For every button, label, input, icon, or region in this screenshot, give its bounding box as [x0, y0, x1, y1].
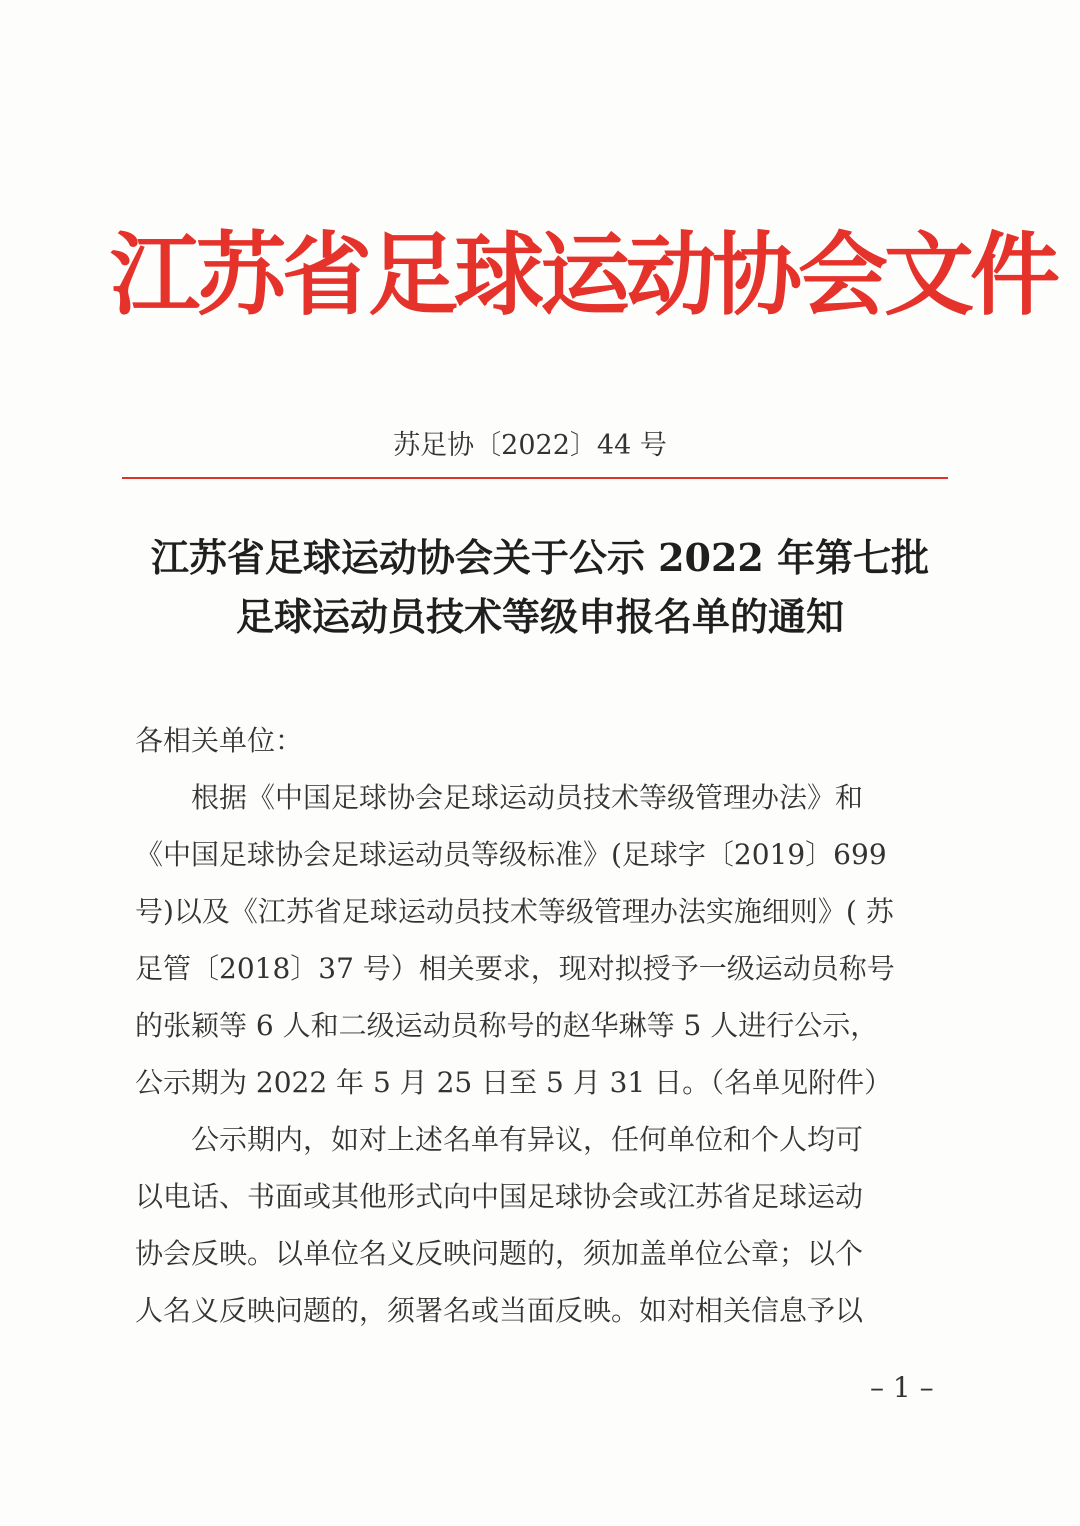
organization-title: 江苏省足球运动协会文件: [110, 222, 1056, 328]
paragraph-line: 以电话、书面或其他形式向中国足球协会或江苏省足球运动: [135, 1180, 864, 1213]
red-divider-line: [122, 477, 948, 479]
notice-body: [135, 712, 935, 1339]
paragraph-1: [135, 769, 935, 1111]
paragraph-2: [135, 1111, 935, 1339]
document-number: 苏足协〔2022〕44 号: [393, 430, 667, 461]
notice-title: [100, 528, 980, 646]
paragraph-line: 人名义反映问题的，须署名或当面反映。如对相关信息予以: [135, 1294, 864, 1327]
salutation: 各相关单位：: [135, 724, 304, 757]
paragraph-line: 根据《中国足球协会足球运动员技术等级管理办法》和: [135, 781, 864, 814]
paragraph-line: 协会反映。以单位名义反映问题的，须加盖单位公章；以个: [135, 1237, 864, 1270]
paragraph-line: 《中国足球协会足球运动员等级标准》(足球字〔2019〕699: [135, 838, 887, 871]
page-number: – 1 –: [870, 1371, 934, 1404]
paragraph-line: 公示期内，如对上述名单有异议，任何单位和个人均可: [135, 1123, 864, 1156]
notice-title-line-2: 足球运动员技术等级申报名单的通知: [235, 594, 844, 639]
notice-title-line-1: 江苏省足球运动协会关于公示 2022 年第七批: [150, 535, 930, 580]
paragraph-line: 足管〔2018〕37 号）相关要求，现对拟授予一级运动员称号: [135, 952, 895, 985]
paragraph-line: 号)以及《江苏省足球运动员技术等级管理办法实施细则》( 苏: [135, 895, 894, 928]
paragraph-line: 的张颖等 6 人和二级运动员称号的赵华琳等 5 人进行公示，: [135, 1009, 879, 1042]
paragraph-line: 公示期为 2022 年 5 月 25 日至 5 月 31 日。（名单见附件）: [135, 1066, 893, 1099]
